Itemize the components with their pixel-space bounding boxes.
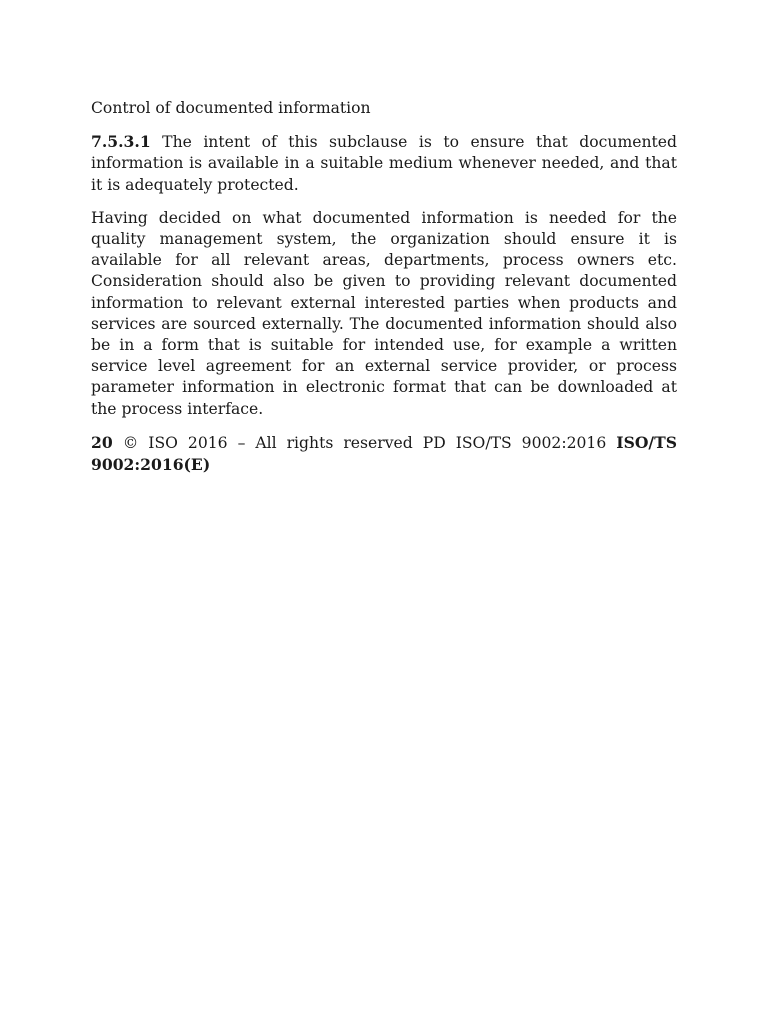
page-number: 20 <box>91 432 113 452</box>
body-paragraph: Having decided on what documented information is needed for the quality management system, the organization should ensure it is available for all relevant areas, departments, process owners etc. Consideration should also be given to providing relevant documented information to relevant external interested parties when products and services are sourced externally. The documented information should also be in a form that is suitable for intended use, for example a written service level agreement for an external service provider, or process parameter information in electronic format that can be downloaded at the process interface. <box>91 208 677 418</box>
copyright-notice: © ISO 2016 – All rights reserved PD ISO/TS 9002:2016 <box>122 433 607 452</box>
clause-number: 7.5.3.1 <box>91 132 151 152</box>
section-heading: Control of documented information <box>91 99 371 117</box>
clause-text: The intent of this subclause is to ensure that documented information is available in a suitable medium whenever needed, and that it is adequately protected. <box>91 133 677 194</box>
standard-identifier: ISO/TS 9002:2016(E) <box>91 432 677 475</box>
document-page <box>91 98 677 476</box>
page-footer <box>91 432 677 476</box>
clause-paragraph <box>91 131 677 196</box>
